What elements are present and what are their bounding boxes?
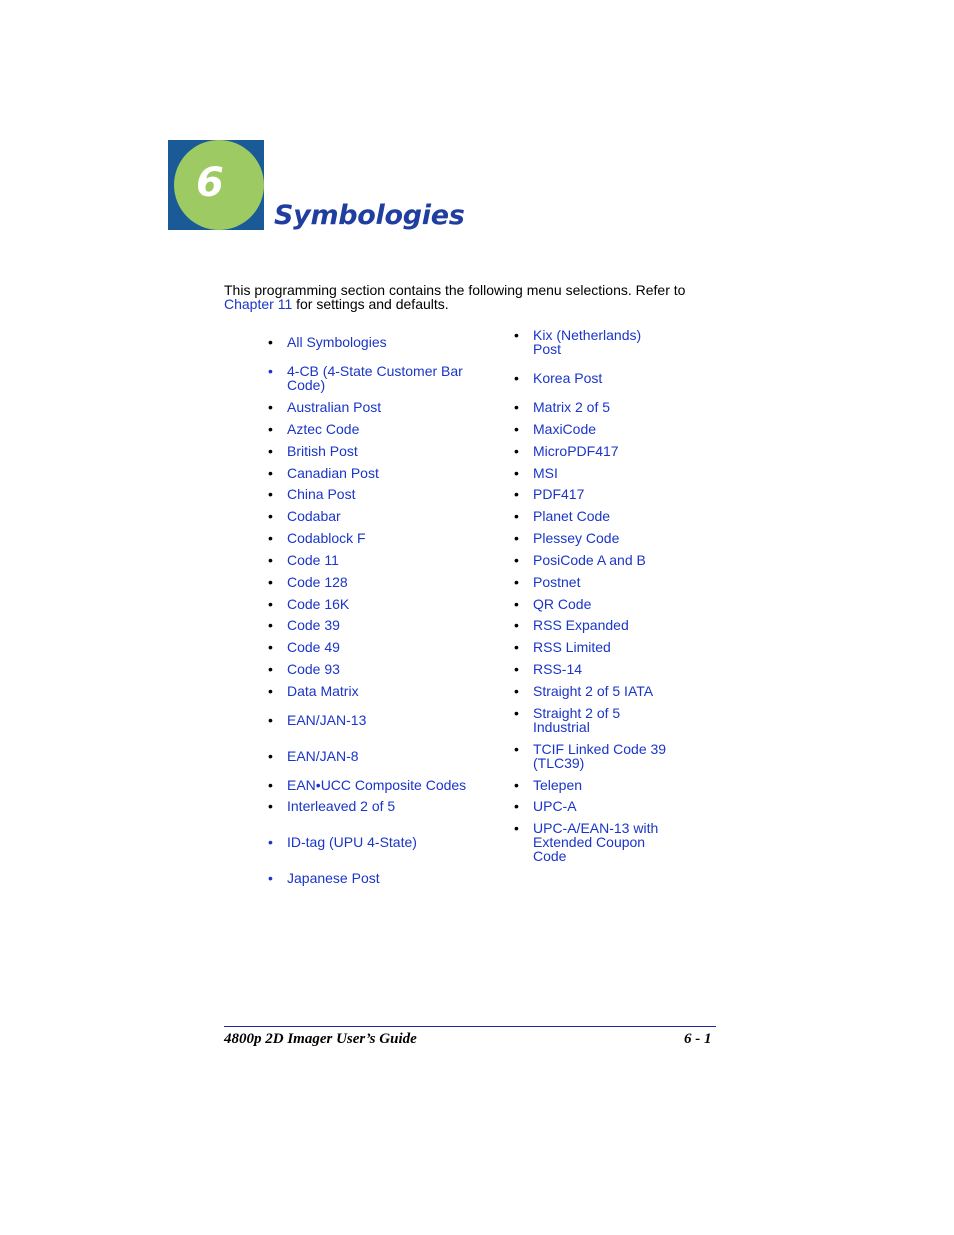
list-item[interactable] xyxy=(268,399,487,415)
symbology-link[interactable]: Planet Code xyxy=(533,508,611,524)
bullet: • xyxy=(268,552,273,568)
list-item[interactable] xyxy=(514,421,703,437)
symbology-link[interactable]: MicroPDF417 xyxy=(533,443,619,459)
symbology-link[interactable]: Postnet xyxy=(533,574,581,590)
list-item[interactable] xyxy=(514,552,703,568)
list-item[interactable] xyxy=(514,486,703,502)
bullet: • xyxy=(268,596,273,612)
list-item[interactable] xyxy=(514,327,653,357)
list-item[interactable] xyxy=(268,421,487,437)
list-item[interactable] xyxy=(514,705,633,735)
bullet: • xyxy=(268,661,273,677)
bullet: • xyxy=(514,443,519,459)
bullet: • xyxy=(268,399,273,415)
bullet: • xyxy=(514,798,519,814)
list-item[interactable] xyxy=(268,777,497,793)
list-item[interactable] xyxy=(268,639,487,655)
symbology-link[interactable]: Code 93 xyxy=(287,661,340,677)
list-item[interactable] xyxy=(268,334,487,350)
list-item[interactable] xyxy=(268,712,487,728)
bullet: • xyxy=(268,617,273,633)
symbology-link[interactable]: Code 16K xyxy=(287,596,350,612)
symbology-link[interactable]: EAN/JAN-8 xyxy=(287,748,359,764)
list-item[interactable] xyxy=(514,741,673,771)
symbology-link[interactable]: Codablock F xyxy=(287,530,366,546)
symbology-link[interactable]: RSS Expanded xyxy=(533,617,629,633)
bullet: • xyxy=(514,508,519,524)
symbology-link[interactable]: Code 39 xyxy=(287,617,340,633)
bullet: • xyxy=(514,639,519,655)
footer-guide-title: 4800p 2D Imager User’s Guide xyxy=(224,1031,417,1047)
bullet: • xyxy=(514,421,519,437)
list-item[interactable] xyxy=(268,870,487,886)
symbology-link[interactable]: Telepen xyxy=(533,777,583,793)
bullet: • xyxy=(268,798,273,814)
bullet: • xyxy=(514,530,519,546)
symbology-link[interactable]: Kix (Netherlands) Post xyxy=(533,327,642,357)
intro-text-after: for settings and defaults. xyxy=(292,296,449,312)
bullet: • xyxy=(268,574,273,590)
list-item[interactable] xyxy=(514,399,703,415)
symbology-link[interactable]: TCIF Linked Code 39 (TLC39) xyxy=(533,741,667,771)
symbology-link[interactable]: Code 128 xyxy=(287,574,348,590)
bullet: • xyxy=(514,777,519,793)
intro-paragraph xyxy=(224,283,714,311)
symbology-link[interactable]: PDF417 xyxy=(533,486,585,502)
bullet: • xyxy=(268,443,273,459)
symbology-link[interactable]: Plessey Code xyxy=(533,530,620,546)
symbology-link[interactable]: RSS-14 xyxy=(533,661,583,677)
symbology-link[interactable]: Straight 2 of 5 IATA xyxy=(533,683,654,699)
list-item[interactable] xyxy=(514,798,703,814)
list-item[interactable] xyxy=(514,683,703,699)
symbology-link[interactable]: Code 11 xyxy=(287,552,339,568)
list-item[interactable] xyxy=(268,363,472,393)
chapter-badge xyxy=(168,140,264,230)
intro-text: This programming section contains the following menu selections. Refer to xyxy=(224,282,686,298)
bullet: • xyxy=(514,327,519,343)
list-item[interactable] xyxy=(514,465,703,481)
symbology-link[interactable]: Data Matrix xyxy=(287,683,359,699)
symbology-link[interactable]: RSS Limited xyxy=(533,639,611,655)
symbology-link[interactable]: Code 49 xyxy=(287,639,340,655)
list-item[interactable] xyxy=(268,798,487,814)
list-item[interactable] xyxy=(514,639,703,655)
list-item[interactable] xyxy=(514,617,703,633)
bullet: • xyxy=(514,705,519,721)
chapter-title: Symbologies xyxy=(274,200,465,231)
bullet: • xyxy=(514,596,519,612)
bullet: • xyxy=(514,617,519,633)
bullet: • xyxy=(268,777,273,793)
bullet: • xyxy=(268,683,273,699)
symbology-link[interactable]: MaxiCode xyxy=(533,421,597,437)
symbology-link[interactable]: EAN•UCC Composite Codes xyxy=(287,777,467,793)
bullet: • xyxy=(514,370,519,386)
bullet: • xyxy=(514,552,519,568)
list-item[interactable] xyxy=(514,596,703,612)
bullet: • xyxy=(268,334,273,350)
list-item[interactable] xyxy=(268,465,487,481)
list-item[interactable] xyxy=(268,748,487,764)
symbology-link[interactable]: Codabar xyxy=(287,508,341,524)
bullet: • xyxy=(514,683,519,699)
symbology-link[interactable]: QR Code xyxy=(533,596,592,612)
list-item[interactable] xyxy=(514,443,703,459)
list-item[interactable] xyxy=(268,596,487,612)
list-item[interactable] xyxy=(514,370,703,386)
symbology-link[interactable]: British Post xyxy=(287,443,358,459)
list-item[interactable] xyxy=(514,574,703,590)
symbology-link[interactable]: PosiCode A and B xyxy=(533,552,646,568)
bullet: • xyxy=(514,574,519,590)
symbology-link[interactable]: Australian Post xyxy=(287,399,382,415)
bullet: • xyxy=(514,399,519,415)
list-item[interactable] xyxy=(268,508,487,524)
symbology-link[interactable]: UPC-A xyxy=(533,798,577,814)
list-item[interactable] xyxy=(268,443,487,459)
symbology-link[interactable]: EAN/JAN-13 xyxy=(287,712,367,728)
bullet: • xyxy=(268,465,273,481)
symbology-link[interactable]: ID-tag (UPU 4-State) xyxy=(287,834,417,850)
symbology-link[interactable]: Straight 2 of 5 Industrial xyxy=(533,705,621,735)
symbology-link[interactable]: Canadian Post xyxy=(287,465,379,481)
symbology-link[interactable]: China Post xyxy=(287,486,356,502)
symbology-link[interactable]: Interleaved 2 of 5 xyxy=(287,798,396,814)
bullet: • xyxy=(268,748,273,764)
bullet: • xyxy=(514,661,519,677)
symbology-link[interactable]: All Symbologies xyxy=(287,334,387,350)
list-item[interactable] xyxy=(514,820,663,864)
list-item[interactable] xyxy=(268,574,487,590)
list-item[interactable] xyxy=(268,486,487,502)
symbology-link[interactable]: Korea Post xyxy=(533,370,603,386)
bullet: • xyxy=(268,870,273,886)
bullet: • xyxy=(268,363,273,379)
symbology-link[interactable]: UPC-A/EAN-13 with Extended Coupon Code xyxy=(533,820,659,864)
bullet: • xyxy=(514,820,519,836)
bullet: • xyxy=(268,834,273,850)
bullet: • xyxy=(268,639,273,655)
list-item[interactable] xyxy=(514,661,703,677)
list-item[interactable] xyxy=(268,834,487,850)
symbology-link[interactable]: 4-CB (4-State Customer Bar Code) xyxy=(287,363,463,393)
footer-page-number: 6 - 1 xyxy=(684,1031,712,1047)
list-item[interactable] xyxy=(268,530,487,546)
bullet: • xyxy=(514,741,519,757)
list-item[interactable] xyxy=(514,508,703,524)
symbology-link[interactable]: MSI xyxy=(533,465,558,481)
bullet: • xyxy=(268,508,273,524)
list-item[interactable] xyxy=(268,617,487,633)
list-item[interactable] xyxy=(514,530,703,546)
bullet: • xyxy=(514,465,519,481)
footer-divider xyxy=(224,1026,716,1027)
symbology-link[interactable]: Aztec Code xyxy=(287,421,360,437)
chapter-number: 6 xyxy=(196,160,224,206)
bullet: • xyxy=(268,486,273,502)
chapter-11-link[interactable]: Chapter 11 xyxy=(224,296,293,312)
list-item[interactable] xyxy=(268,552,487,568)
list-item[interactable] xyxy=(514,777,703,793)
bullet: • xyxy=(268,421,273,437)
list-item[interactable] xyxy=(268,683,487,699)
symbology-link[interactable]: Japanese Post xyxy=(287,870,380,886)
bullet: • xyxy=(268,530,273,546)
symbology-link[interactable]: Matrix 2 of 5 xyxy=(533,399,611,415)
bullet: • xyxy=(514,486,519,502)
bullet: • xyxy=(268,712,273,728)
list-item[interactable] xyxy=(268,661,487,677)
